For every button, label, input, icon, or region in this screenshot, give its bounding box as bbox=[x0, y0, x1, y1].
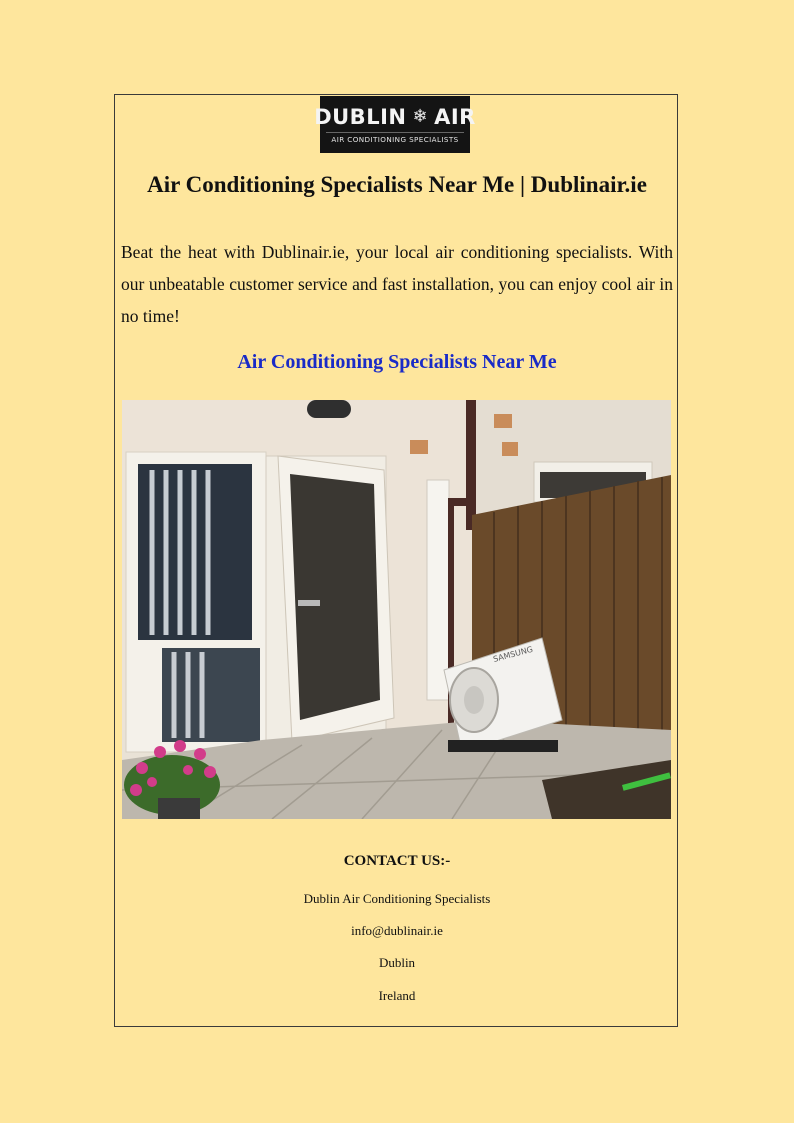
logo-tagline: AIR CONDITIONING SPECIALISTS bbox=[326, 132, 464, 144]
dublin-air-logo bbox=[314, 96, 476, 153]
logo-brand-right: AIR bbox=[434, 104, 476, 129]
section-subtitle: Air Conditioning Specialists Near Me bbox=[237, 351, 557, 373]
contact-heading: CONTACT US:- bbox=[343, 853, 451, 869]
intro-paragraph: Beat the heat with Dublinair.ie, your local air conditioning specialists. With our unbeatable customer service and fast installation, you can enjoy cool air in no time! bbox=[121, 242, 673, 326]
logo-brand-left: DUBLIN bbox=[314, 104, 407, 129]
contact-city: Dublin bbox=[378, 955, 416, 970]
contact-email-link[interactable]: info@dublinair.ie bbox=[351, 923, 443, 938]
ac-brand-label: SAMSUNG bbox=[492, 644, 534, 664]
snowflake-icon: ❄ bbox=[412, 105, 429, 127]
installation-photo bbox=[122, 400, 671, 819]
page-title: Air Conditioning Specialists Near Me | Dublinair.ie bbox=[147, 172, 647, 197]
contact-country: Ireland bbox=[378, 988, 416, 1003]
contact-company: Dublin Air Conditioning Specialists bbox=[303, 891, 491, 906]
